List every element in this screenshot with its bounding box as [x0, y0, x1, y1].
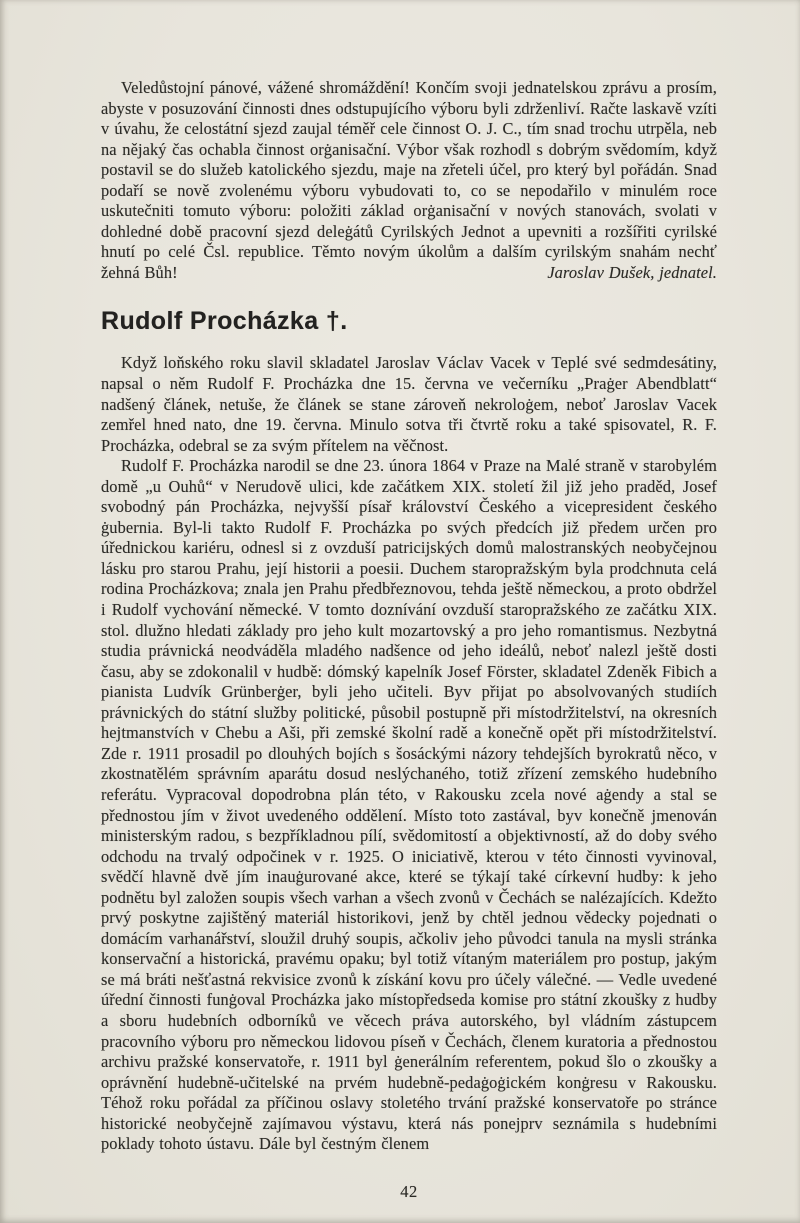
obituary-paragraph-2: Rudolf F. Procházka narodil se dne 23. února 1864 v Praze na Malé straně v starobylém domě „u Ouhů“ v Nerudově ulici, kde začátkem XIX. století žil již jeho praděd, Josef svobodný pán Procházka, nejvyšší písař království Českého a vicepresident českého ġubernia. Byl-li takto Rudolf F. Procházka po svých předcích již předem určen pro úřednickou kariéru, odnesl si z ovzduší patricijských domů malostranských neobyčejnou lásku pro starou Prahu, její historii a poesii. Duchem staropražským byla prodchnuta celá rodina Procházkova; znala jen Prahu předbřeznovou, tehda ještě německou, a proto obdržel i Rudolf vychování německé. V tomto doznívání ovzduší staropražského ze začátku XIX. stol. dlužno hledati základy pro jeho kult mozartovský a pro jeho romantismus. Nezbytná studia právnická neodváděla mladého nadšence od jeho ideálů, neboť nalezl ještě dosti času, aby se zdokonalil v hudbě: dómský kapelník Josef Förster, skladatel Zdeněk Fibich a pianista Ludvík Grünberġer, byli jeho učiteli. Byv přijat po absolvovaných studiích právnických do státní služby politické, působil postupně při místodržitelství, na okresních hejtmanstvích v Chebu a Aši, při zemské školní radě a konečně opět při místodržitelství. Zde r. 1911 prosadil po dlouhých bojích s šosáckými názory tehdejších byrokratů něco, v zkostnatělém správním aparátu dosud neslýchaného, totiž zřízení zemského hudebního referátu. Vypracoval dopodrobna plán této, v Rakousku zcela nové aġendy a stal se přednostou jím v život uvedeného oddělení. Místo toto zastával, byv konečně jmenován ministerským radou, s bezpříkladnou pílí, svědomitostí a objektivností, až do doby svého odchodu na trvalý odpočinek v r. 1925. O iniciativě, kterou v této činnosti vyvinoval, svědčí hlavně dvě jím inauġurované akce, které se týkají také církevní hudby: k jeho podnětu byl založen soupis všech varhan a všech zvonů v Čechách se nalézajících. Kdežto prvý poskytne zajištěný materiál historikovi, jenž by chtěl jednou vědecky pojednati o domácím varhanářství, sloužil druhý soupis, ačkoliv jeho původci tanula na mysli stránka konservační a historická, pravému opaku; byl totiž vítaným materiálem pro postup, jakým se má bráti nešťastná rekvisice zvonů k získání kovu pro účely válečné. — Vedle uvedené úřední činnosti funġoval Procházka jako místopředseda komise pro státní zkoušky z hudby a sboru hudebních odborníků ve věcech práva autorského, byl vládním zástupcem pracovního výboru pro německou lidovou píseň v Čechách, členem kuratoria a přednostou archivu pražské konservatoře, r. 1911 byl ġenerálním referentem, pokud šlo o zkoušky a oprávnění hudebně-učitelské na prvém hudebně-pedaġoġickém konġresu v Rakousku. Téhož roku pořádal za příčinou oslavy stoletého trvání pražské konservatoře po stránce historické neobyčejně zajímavou výstavu, která nás ponejprv seznámila s hudebními poklady tohoto ústavu. Dále byl čestným členem [101, 456, 717, 1154]
page-number: 42 [400, 1181, 418, 1201]
signature: Jaroslav Dušek, jednatel. [547, 262, 717, 282]
text-block [101, 78, 717, 1202]
obituary-paragraph-1: Když loňského roku slavil skladatel Jaroslav Václav Vacek v Teplé své sedmdesátiny, napsal o něm Rudolf F. Procházka dne 15. června ve večerníku „Praġer Abendblatt“ nadšený článek, netuše, že článek se stane zároveň nekroloġem, neboť Jaroslav Vacek zemřel hned nato, dne 19. června. Minulo sotva tři čtvrtě roku a také spisovatel, R. F. Procházka, odebral se za svým přítelem na věčnost. [101, 353, 717, 455]
section-heading: Rudolf Procházka †. [101, 307, 348, 336]
report-paragraph-text: Veledůstojní pánové, vážené shromáždění! Končím svoji jednatelskou zprávu a prosím, abyste v posuzování činnosti dnes odstupujícího výboru byli zdrženliví. Račte laskavě vzíti v úvahu, že celostátní sjezd zaujal téměř cele činnost O. J. C., tím snad trochu utrpěla, neb na nějaký čas ochabla činnost orġanisační. Výbor však rozhodl s dobrým svědomím, když postavil se do služeb katolického sjezdu, maje na zřeteli účel, pro který byl pořádán. Snad podaří se nově zvolenému výboru vybudovati to, co se nepodařilo v minulém roce uskutečniti tomuto výboru: položiti základ orġanisační v nových stanovách, svolati v dohledné době pracovní sjezd deleġátů Cyrilských Jednot a upevniti a rozšířiti cyrilské hnutí po celé Čsl. republice. Těmto novým úkolům a dalším cyrilským snahám nechť žehná Bůh! [101, 78, 717, 282]
report-paragraph [101, 78, 717, 283]
